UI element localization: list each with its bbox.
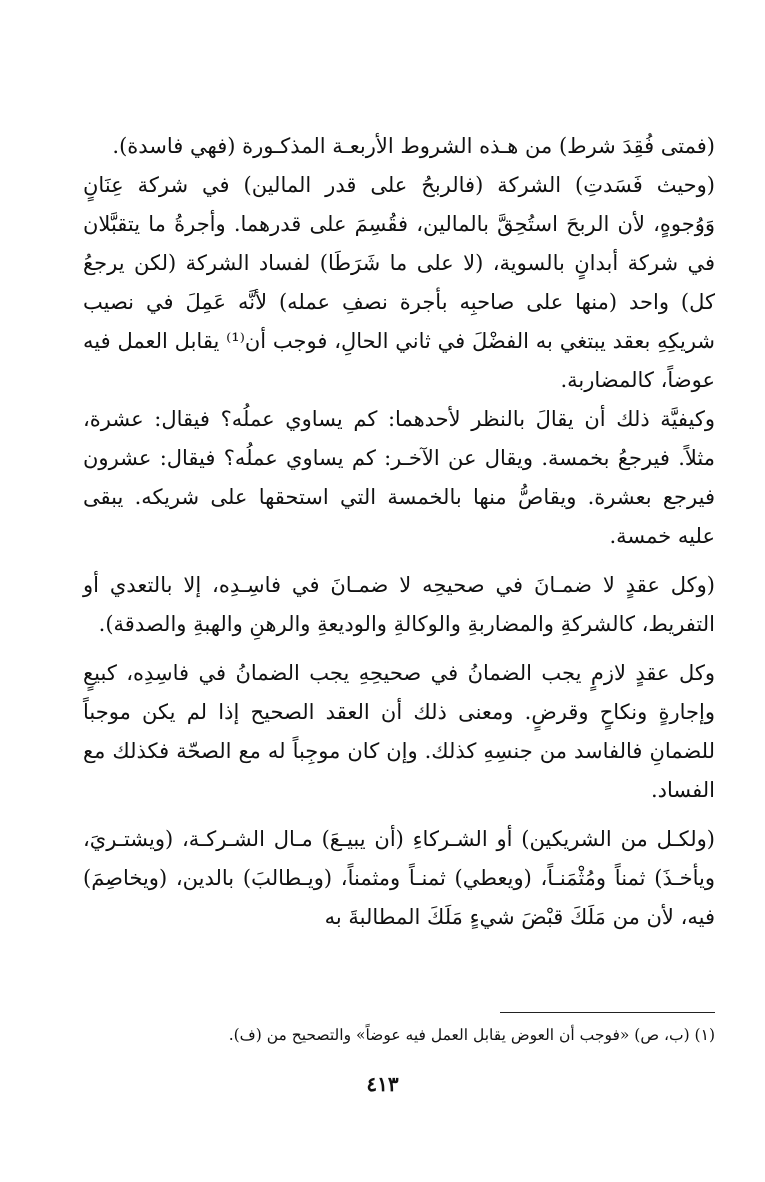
paragraph-partner-rights: (ولكـل من الشريكين) أو الشـركاءِ (أن يبيـعَ) مـال الشـركـة، (ويشتـريَ، ويأخـذَ) ثمناً ومُثْمَنـاً، (ويعطي) ثمنـاً ومثمناً، (ويـطالبَ) بالدين، (ويخاصِمَ) فيه، لأن من مَلَكَ قبْضَ شيءٍ مَلَكَ المطالبةَ به [83,827,715,929]
paragraph-invalid-condition: (فمتى فُقِدَ شرط) من هـذه الشروط الأربعـة المذكـورة (فهي فاسدة). [112,134,715,158]
paragraph-calculation-method: وكيفيَّة ذلك أن يقالَ بالنظر لأحدهما: كم يساوي عملُه؟ فيقال: عشرة، مثلاً. فيرجعُ بخمسة. ويقال عن الآخـر: كم يساوي عملُه؟ فيقال: عشرون فيرجع بعشرة. ويقاصُّ منها بالخمسة التي استحقها على شريكه. يبقى عليه خمسة. [83,407,715,548]
main-text [83,127,715,937]
footnote-divider [500,1012,715,1013]
paragraph-binding-contracts: وكل عقدٍ لازمٍ يجب الضمانُ في صحيحِهِ يجب الضمانُ في فاسِدِه، كبيعٍ وإجارةٍ ونكاحٍ وقرضٍ. ومعنى ذلك أن العقد الصحيح إذا لم يكن موجباً للضمانِ فالفاسد من جنسِهِ كذلك. وإن كان موجِباً له مع الصحّة فكذلك مع الفساد. [83,661,715,802]
paragraph-profit-distribution: (وحيث فَسَدتِ) الشركة (فالربحُ على قدر المالين) في شركة عِنَانٍ وَوُجوهٍ، لأن الربحَ استُحِقَّ بالمالين، فقُسِمَ على قدرهما. وأجرةُ ما يتقبَّلان في شركة أبدانٍ بالسوية، (لا على ما شَرَطَا) لفساد الشركة (لكن يرجعُ كل) واحد (منها على صاحبِه بأجرة نصفِ عمله) لأنَّه عَمِلَ في نصيب شريكِهِ بعقد يبتغي به الفضْلَ في ثاني الحالِ، فوجب أن⁽¹⁾ يقابل العمل فيه عوضاً، كالمضاربة. [83,173,715,392]
footnote: (١) (ب، ص) «فوجب أن العوض يقابل العمل فيه عوضاً» والتصحيح من (ف). [228,1026,715,1044]
page-number: ٤١٣ [366,1072,399,1096]
paragraph-no-guarantee-contracts: (وكل عقدٍ لا ضمـانَ في صحيحِه لا ضمـانَ في فاسِـدِه، إلا بالتعدي أو التفريط، كالشركةِ والمضاربةِ والوكالةِ والوديعةِ والرهنِ والهبةِ والصدقة). [83,573,715,636]
